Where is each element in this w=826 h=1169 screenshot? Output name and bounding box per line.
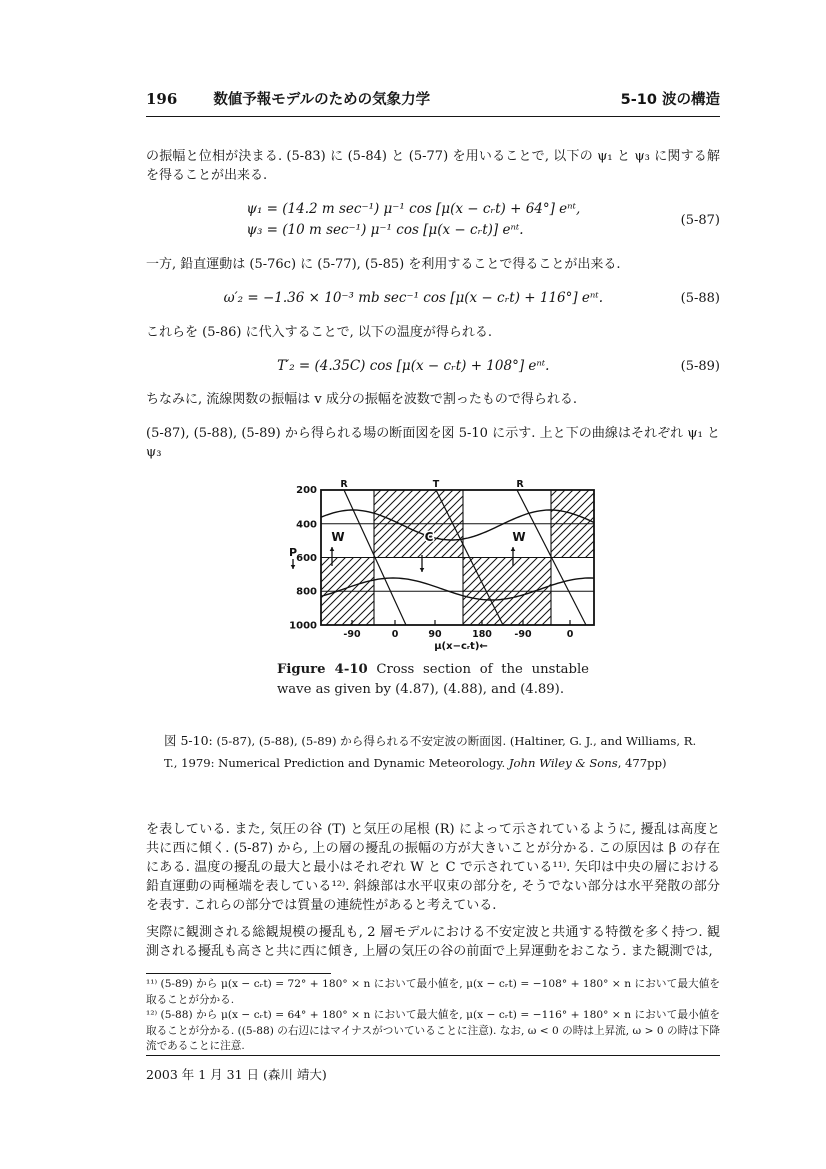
equation-5-87 [146,199,720,241]
footer-date-author: 2003 年 1 月 31 日 (森川 靖大) [146,1067,327,1082]
svg-text:T: T [432,480,440,490]
paragraph-2: 一方, 鉛直運動は (5-76c) に (5-77), (5-85) を利用することで得ることが出来る. [146,257,621,272]
svg-text:180: 180 [472,629,492,640]
svg-text:-90: -90 [343,629,361,640]
svg-text:90: 90 [428,629,442,640]
svg-text:μ(x−cᵣt)←: μ(x−cᵣt)← [434,641,488,652]
paragraph-3: これらを (5-86) に代入することで, 以下の温度が得られる. [146,325,493,340]
equation-line: ω′₂ = −1.36 × 10⁻³ mb sec⁻¹ cos [μ(x − cᵣt) + 116°] eⁿᵗ. [223,290,604,306]
footnote-block [146,973,720,1055]
equation-body [146,356,681,377]
equation-5-88 [146,288,720,309]
book-title: 数値予報モデルのための気象力学 [213,92,431,108]
figure-caption-english-text: Cross section of the unstable wave as given by (4.87), (4.88), and (4.89). [277,662,589,697]
svg-text:1000: 1000 [289,620,317,632]
figure-caption-english-label: Figure 4-10 [277,662,368,677]
page-footer [146,1055,720,1083]
figure-caption-japanese [164,730,709,774]
equation-number: (5-87) [680,212,720,228]
running-header [146,88,720,117]
svg-text:W: W [331,530,345,544]
paragraph-4: ちなみに, 流線関数の振幅は v 成分の振幅を波数で割ったもので得られる. [146,392,578,407]
svg-text:-90: -90 [514,629,532,640]
svg-text:800: 800 [296,586,317,598]
equation-5-89 [146,356,720,377]
page-number: 196 [146,90,178,108]
paragraph-7: 実際に観測される総観規模の擾乱も, 2 層モデルにおける不安定波と共通する特徴を多く持つ. 観測される擾乱も高さと共に西に傾き, 上層の気圧の谷の前面で上昇運動をおこなう. また観測では, [146,925,720,959]
paragraph-5: (5-87), (5-88), (5-89) から得られる場の断面図を図 5-10 に示す. 上と下の曲線はそれぞれ ψ₁ と ψ₃ [146,426,720,460]
svg-text:R: R [340,480,348,490]
content-column [146,88,720,1055]
svg-text:R: R [516,480,524,490]
equation-number: (5-89) [680,359,720,374]
figure-5-10 [263,480,603,700]
equation-line: ψ₁ = (14.2 m sec⁻¹) μ⁻¹ cos [μ(x − cᵣt) + 64°] eⁿᵗ, [246,201,581,217]
svg-text:0: 0 [391,629,399,640]
paragraph-6: を表している. また, 気圧の谷 (T) と気圧の尾根 (R) によって示されているように, 擾乱は高度と共に西に傾く. (5-87) から, 上の層の擾乱の振幅の方が大きいことが分かる. この原因は β の存在にある. 温度の擾乱の最大と最小はそれぞれ W と C で示されている¹¹⁾. 矢印は中央の層における鉛直運動の両極端を表している¹²⁾. 斜線部は水平収束の部分を, そうでない部分は水平発散の部分を表す. これらの部分では質量の連続性があると考えている. [146,822,720,913]
equation-body [146,199,681,241]
figure-caption-english [277,660,589,700]
figure-caption-jp-publisher: John Wiley & Sons [508,756,618,770]
equation-line: T′₂ = (4.35C) cos [μ(x − cᵣt) + 108°] eⁿᵗ. [277,358,550,374]
svg-text:C: C [424,530,434,544]
svg-text:W: W [512,530,526,544]
equation-line: ψ₃ = (10 m sec⁻¹) μ⁻¹ cos [μ(x − cᵣt)] eⁿᵗ. [246,222,524,238]
figure-caption-jp-label: 図 5-10: [164,733,213,748]
svg-text:400: 400 [296,519,317,531]
paragraph-1: の振幅と位相が決まる. (5-83) に (5-84) と (5-77) を用いることで, 以下の ψ₁ と ψ₃ に関する解を得ることが出来る. [146,149,720,183]
footnote-12: ¹²⁾ (5-88) から μ(x − cᵣt) = 64° + 180° × n において最大値を, μ(x − cᵣt) = −116° + 180° × n において最小値を取ることが分かる. ((5-88) の右辺にはマイナスがついていることに注意). なお, ω < 0 の時は上昇流, ω > 0 の時は下降流であることに注意. [146,1009,720,1052]
figure-caption-jp-end: , 477pp) [617,756,667,770]
equation-number: (5-88) [680,291,720,306]
svg-text:0: 0 [566,629,574,640]
footnote-11: ¹¹⁾ (5-89) から μ(x − cᵣt) = 72° + 180° × n において最小値を, μ(x − cᵣt) = −108° + 180° × n において最大値を取ることが分かる. [146,978,720,1006]
equation-body [146,288,681,309]
svg-text:600: 600 [296,553,317,564]
footnote-rule [146,973,331,974]
section-title: 5-10 波の構造 [620,92,720,108]
svg-text:200: 200 [296,485,317,496]
figure-caption-jp-text: (5-87), (5-88), (5-89) から得られる不安定波の断面図. (Haltiner, G. J., and Williams, R. T., 1979: Numerical Prediction and Dynamic Meteorology. [164,734,697,770]
svg-text:P: P [288,546,298,559]
wave-cross-section-figure [263,480,599,652]
